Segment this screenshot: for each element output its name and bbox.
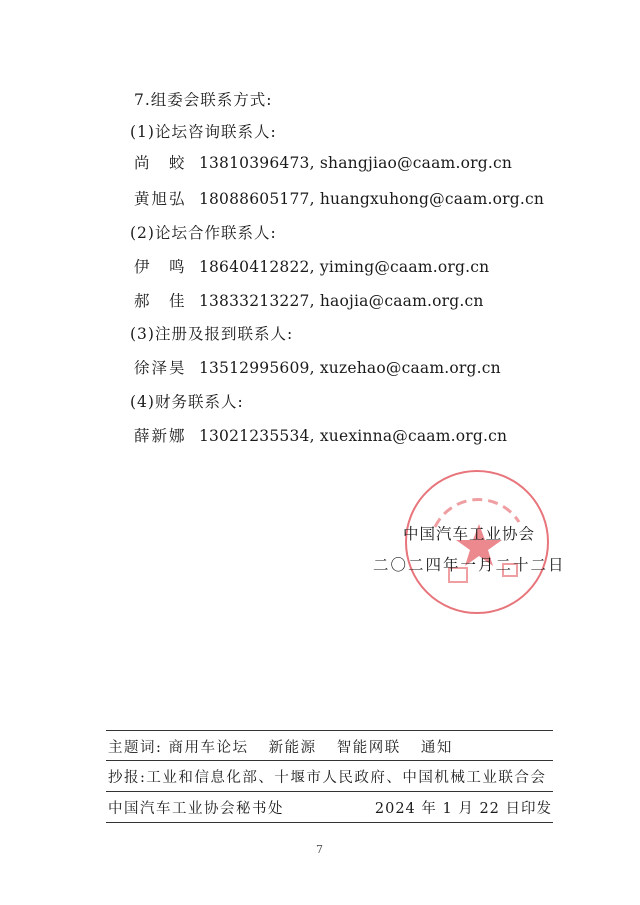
keyword: 智能网联 [336,740,401,756]
group-heading-consult: (1)论坛咨询联系人: [130,123,277,141]
keyword: 新能源 [268,740,317,756]
footer-issue-date: 2024 年 1 月 22 日印发 [374,801,552,817]
contact-info: 18640412822, yiming@caam.org.cn [198,258,490,276]
contact-info: 13833213227, haojia@caam.org.cn [198,292,484,310]
contact-name: 伊 鸣 [134,258,187,276]
contact-name: 徐泽昊 [134,359,187,377]
group-heading-registration: (3)注册及报到联系人: [130,325,294,343]
footer-divider [106,730,553,731]
contact-info: 13021235534, xuexinna@caam.org.cn [198,427,508,445]
contact-row [134,356,501,378]
footer-issuer: 中国汽车工业协会秘书处 [108,801,284,817]
keyword: 商用车论坛 [168,740,249,756]
contact-name: 薛新娜 [134,427,187,445]
group-heading-finance: (4)财务联系人: [130,393,244,411]
contact-info: 18088605177, huangxuhong@caam.org.cn [198,190,545,208]
contact-row [134,187,544,209]
contact-row [134,289,484,311]
signature-org: 中国汽车工业协会 [403,525,536,543]
contact-name: 尚 蛟 [134,154,187,172]
keyword: 通知 [420,740,453,756]
group-heading-cooperation: (2)论坛合作联系人: [130,224,277,242]
footer-divider [106,760,553,761]
footer-cc: 抄报:工业和信息化部、十堰市人民政府、中国机械工业联合会 [108,770,547,786]
footer-divider [106,791,553,792]
page-number: 7 [316,843,323,856]
contact-row [134,151,512,173]
signature-date: 二〇二四年一月二十二日 [373,556,566,574]
footer-divider [106,822,553,823]
contact-info: 13512995609, xuzehao@caam.org.cn [198,359,501,377]
contact-name: 郝 佳 [134,292,187,310]
contact-info: 13810396473, shangjiao@caam.org.cn [198,154,513,172]
contact-row [134,424,507,446]
contact-row [134,255,489,277]
contact-name: 黄旭弘 [134,190,187,208]
section-title: 7.组委会联系方式: [134,91,273,109]
footer-keywords [108,736,453,757]
keywords-label: 主题词: [108,740,163,756]
